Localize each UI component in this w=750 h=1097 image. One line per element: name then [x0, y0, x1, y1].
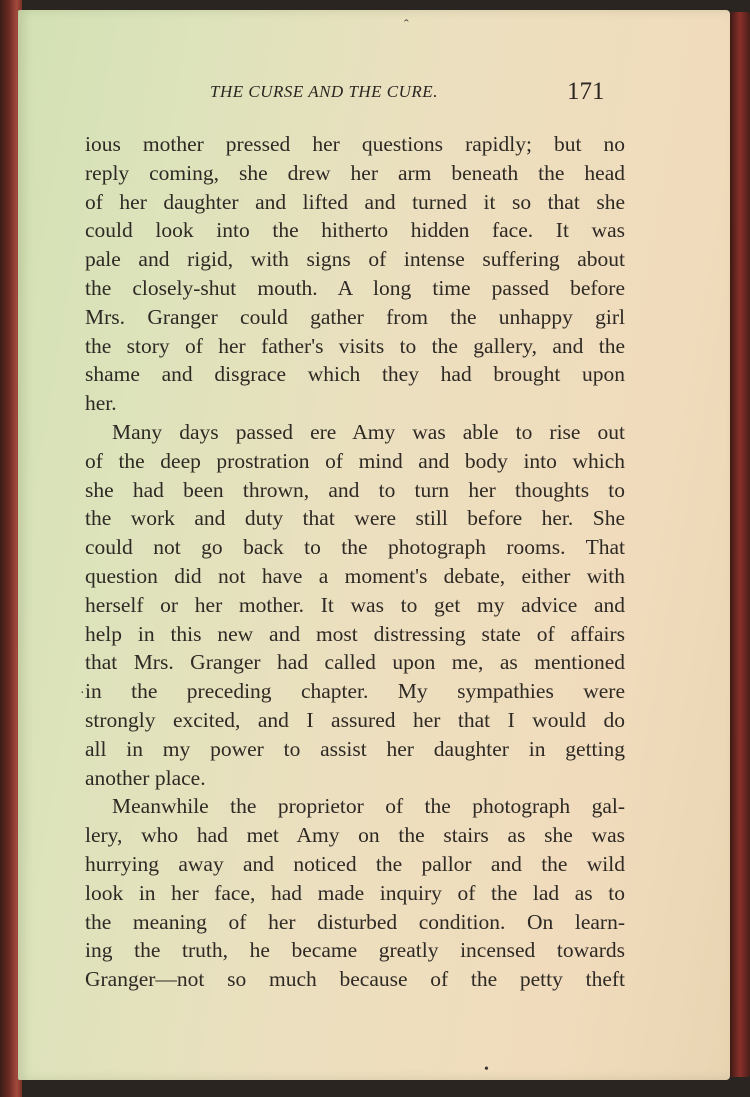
text-line: lery, who had met Amy on the stairs as she was [85, 823, 625, 848]
bottom-ink-mark: • [484, 1062, 489, 1077]
text-line: in the preceding chapter. My sympathies were [85, 679, 625, 704]
book-edge-right [730, 12, 750, 1077]
text-line: question did not have a moment's debate, either with [85, 563, 625, 588]
text-line: pale and rigid, with signs of intense suffering about [85, 247, 625, 272]
running-head: THE CURSE AND THE CURE. [210, 82, 438, 101]
text-line: that Mrs. Granger had called upon me, as mentioned [85, 650, 625, 675]
text-line: the closely-shut mouth. A long time passed before [85, 275, 625, 300]
text-line: shame and disgrace which they had brought upon [85, 362, 625, 387]
text-line: of the deep prostration of mind and body into which [85, 448, 625, 473]
text-line: hurrying away and noticed the pallor and the wild [85, 851, 625, 876]
text-line: Mrs. Granger could gather from the unhappy girl [85, 304, 625, 329]
text-line: ious mother pressed her questions rapidly; but no [85, 132, 625, 156]
text-line: Many days passed ere Amy was able to rise out [112, 419, 625, 444]
text-line: reply coming, she drew her arm beneath the head [85, 160, 625, 185]
text-line: Granger—not so much because of the petty theft [85, 967, 625, 992]
text-line: look in her face, had made inquiry of the lad as to [85, 880, 625, 905]
text-line: all in my power to assist her daughter in getting [85, 736, 625, 761]
text-line: Meanwhile the proprietor of the photograph gal- [112, 794, 625, 819]
page-number: 171 [567, 78, 605, 105]
text-line: her. [85, 391, 117, 416]
body-text [85, 130, 625, 994]
text-line: could not go back to the photograph rooms. That [85, 535, 625, 560]
text-line: could look into the hitherto hidden face. It was [85, 218, 625, 243]
text-line: another place. [85, 765, 206, 790]
text-line: ing the truth, he became greatly incensed towards [85, 938, 625, 963]
text-line: help in this new and most distressing state of affairs [85, 621, 625, 646]
text-line: of her daughter and lifted and turned it so that she [85, 189, 625, 214]
text-line: herself or her mother. It was to get my advice and [85, 592, 625, 617]
top-ink-mark: ˆ [404, 18, 409, 33]
text-line: the story of her father's visits to the gallery, and the [85, 333, 625, 358]
margin-dot: · [80, 686, 85, 701]
text-line: she had been thrown, and to turn her thoughts to [85, 477, 625, 502]
text-line: the meaning of her disturbed condition. On learn- [85, 909, 625, 934]
text-line: the work and duty that were still before her. She [85, 506, 625, 531]
text-line: strongly excited, and I assured her that I would do [85, 707, 625, 732]
